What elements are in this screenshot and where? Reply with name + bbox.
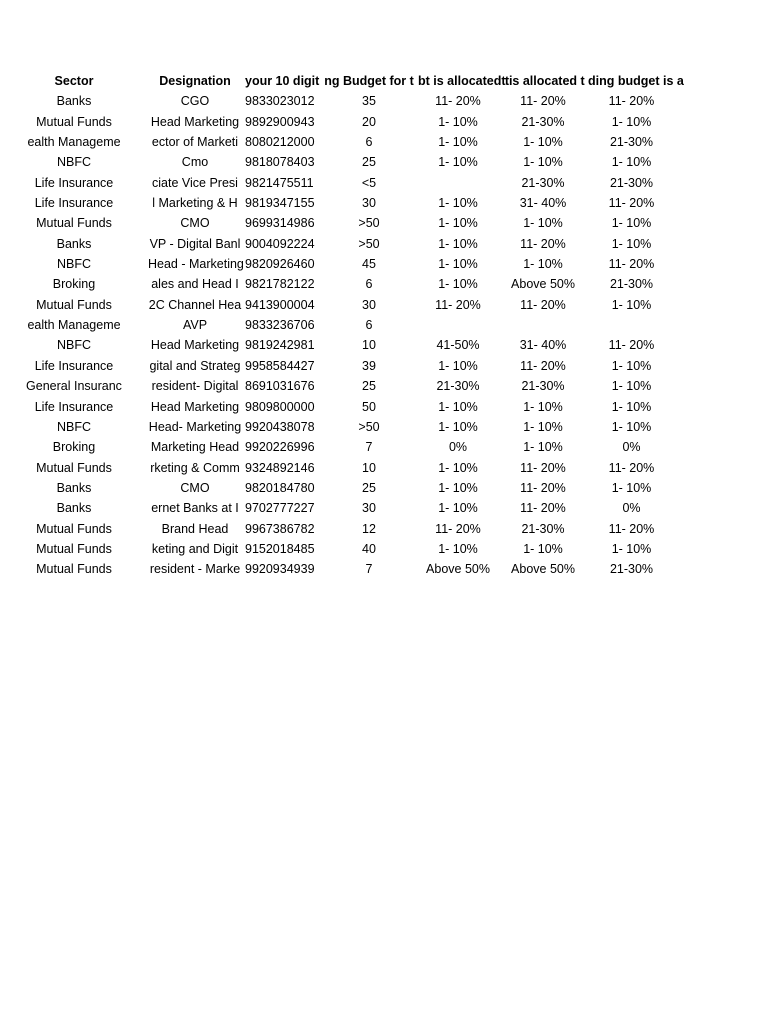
- phone-cell[interactable]: 9152018485: [245, 541, 315, 556]
- phone-cell[interactable]: 9892900943: [245, 114, 315, 129]
- allocated-cell-3[interactable]: 1- 10%: [611, 155, 652, 170]
- table-row: [0, 274, 768, 294]
- budget-cell[interactable]: 30: [362, 501, 376, 516]
- allocated-cell-1[interactable]: 11- 20%: [435, 94, 481, 109]
- table-row: [0, 213, 768, 233]
- phone-cell[interactable]: 9699314986: [245, 216, 315, 231]
- budget-cell[interactable]: >50: [358, 419, 380, 434]
- allocated-cell-2[interactable]: Above 50%: [511, 562, 575, 577]
- allocated-cell-3[interactable]: 21-30%: [609, 277, 654, 292]
- designation-cell[interactable]: VP - Digital Banl: [149, 236, 241, 251]
- header-allocated-2[interactable]: t is allocated t: [501, 74, 585, 88]
- allocated-cell-1[interactable]: 1- 10%: [438, 480, 478, 495]
- allocated-cell-3[interactable]: 11- 20%: [608, 460, 655, 475]
- allocated-cell-2[interactable]: 31- 40%: [519, 196, 567, 211]
- sector-cell[interactable]: Banks: [56, 94, 92, 109]
- header-budget[interactable]: ng Budget for t: [324, 74, 414, 88]
- allocated-cell-1[interactable]: 1- 10%: [438, 501, 478, 516]
- allocated-cell-1[interactable]: 21-30%: [436, 379, 480, 394]
- sector-cell[interactable]: Mutual Funds: [36, 521, 112, 536]
- budget-cell[interactable]: 20: [362, 114, 376, 129]
- allocated-cell-1[interactable]: 1- 10%: [438, 541, 478, 556]
- allocated-cell-1[interactable]: 1- 10%: [438, 277, 478, 292]
- budget-cell[interactable]: 45: [362, 257, 376, 272]
- budget-cell[interactable]: 40: [362, 541, 376, 556]
- budget-cell[interactable]: 10: [362, 460, 376, 475]
- budget-cell[interactable]: 30: [362, 297, 376, 312]
- budget-cell[interactable]: <5: [361, 175, 377, 190]
- budget-cell[interactable]: 50: [362, 399, 376, 414]
- budget-cell[interactable]: 35: [362, 94, 376, 109]
- phone-cell[interactable]: 8691031676: [245, 379, 315, 394]
- allocated-cell-3[interactable]: 21-30%: [609, 135, 654, 150]
- sector-cell[interactable]: NBFC: [56, 419, 92, 434]
- phone-cell[interactable]: 9819347155: [245, 196, 315, 211]
- allocated-cell-2[interactable]: 1- 10%: [523, 155, 563, 170]
- table-row: [0, 458, 768, 478]
- budget-cell[interactable]: 6: [365, 277, 373, 292]
- allocated-cell-2[interactable]: 31- 40%: [519, 338, 567, 353]
- allocated-cell-2[interactable]: 1- 10%: [523, 135, 563, 150]
- table-row: [0, 295, 768, 315]
- table-row: [0, 91, 768, 111]
- allocated-cell-1[interactable]: 1- 10%: [438, 399, 478, 414]
- budget-cell[interactable]: 30: [362, 196, 376, 211]
- allocated-cell-2[interactable]: 11- 20%: [520, 480, 566, 495]
- allocated-cell-2[interactable]: 1- 10%: [523, 419, 563, 434]
- allocated-cell-3[interactable]: [588, 315, 675, 335]
- allocated-cell-2[interactable]: 1- 10%: [523, 440, 563, 455]
- allocated-cell-2[interactable]: 11- 20%: [520, 501, 566, 516]
- designation-cell[interactable]: keting and Digit: [151, 541, 239, 556]
- table-row: [0, 234, 768, 254]
- allocated-cell-3[interactable]: 0%: [622, 440, 641, 455]
- allocated-cell-3[interactable]: 11- 20%: [608, 338, 655, 353]
- allocated-cell-3[interactable]: 21-30%: [609, 562, 654, 577]
- designation-cell[interactable]: 2C Channel Hea: [148, 297, 242, 312]
- designation-cell[interactable]: Marketing Head: [150, 440, 240, 455]
- sector-cell[interactable]: Life Insurance: [34, 399, 114, 414]
- table-row: [0, 539, 768, 559]
- sector-cell[interactable]: Banks: [56, 236, 92, 251]
- allocated-cell-2[interactable]: 21-30%: [521, 114, 565, 129]
- sector-cell[interactable]: Mutual Funds: [36, 114, 112, 129]
- table-row: [0, 193, 768, 213]
- budget-cell[interactable]: 6: [365, 135, 373, 150]
- sector-cell[interactable]: Mutual Funds: [36, 460, 112, 475]
- header-allocated-1[interactable]: bt is allocated t: [418, 74, 509, 88]
- sector-cell[interactable]: Mutual Funds: [36, 216, 112, 231]
- allocated-cell-1[interactable]: 1- 10%: [438, 257, 478, 272]
- table-row: [0, 478, 768, 498]
- designation-cell[interactable]: ector of Marketi: [151, 135, 239, 150]
- designation-cell[interactable]: Brand Head: [161, 521, 229, 536]
- table-row: [0, 519, 768, 539]
- table-row: [0, 152, 768, 172]
- designation-cell[interactable]: gital and Strateg: [149, 358, 241, 373]
- designation-cell[interactable]: resident- Digital: [151, 379, 239, 394]
- designation-cell[interactable]: Head- Marketing: [148, 419, 242, 434]
- designation-cell[interactable]: CGO: [180, 94, 210, 109]
- phone-cell[interactable]: 9324892146: [245, 460, 315, 475]
- budget-cell[interactable]: >50: [358, 236, 380, 251]
- designation-cell[interactable]: ales and Head I: [151, 277, 239, 292]
- phone-cell[interactable]: 9967386782: [245, 521, 315, 536]
- allocated-cell-1[interactable]: 1- 10%: [438, 155, 478, 170]
- sector-cell[interactable]: Broking: [52, 440, 96, 455]
- sector-cell[interactable]: NBFC: [56, 155, 92, 170]
- allocated-cell-1[interactable]: [418, 315, 498, 335]
- allocated-cell-2[interactable]: Above 50%: [511, 277, 575, 292]
- budget-cell[interactable]: 7: [365, 440, 373, 455]
- budget-cell[interactable]: >50: [358, 216, 380, 231]
- allocated-cell-3[interactable]: 1- 10%: [611, 379, 652, 394]
- phone-cell[interactable]: 9958584427: [245, 358, 315, 373]
- allocated-cell-1[interactable]: 1- 10%: [438, 419, 478, 434]
- phone-cell[interactable]: 9818078403: [245, 155, 315, 170]
- designation-cell[interactable]: rketing & Comm: [150, 460, 240, 475]
- allocated-cell-1[interactable]: 1- 10%: [438, 460, 478, 475]
- table-row: [0, 173, 768, 193]
- sector-cell[interactable]: Mutual Funds: [36, 541, 112, 556]
- designation-cell[interactable]: AVP: [182, 318, 208, 333]
- sector-cell[interactable]: Banks: [56, 480, 92, 495]
- allocated-cell-1[interactable]: 1- 10%: [438, 114, 478, 129]
- header-row: [0, 71, 768, 91]
- budget-cell[interactable]: 6: [365, 318, 373, 333]
- allocated-cell-3[interactable]: 1- 10%: [611, 358, 652, 373]
- table-row: [0, 315, 768, 335]
- allocated-cell-2[interactable]: 1- 10%: [523, 399, 563, 414]
- phone-cell[interactable]: 8080212000: [245, 135, 315, 150]
- allocated-cell-1[interactable]: 1- 10%: [438, 196, 478, 211]
- allocated-cell-3[interactable]: 1- 10%: [611, 297, 652, 312]
- designation-cell[interactable]: Head Marketing: [150, 338, 240, 353]
- allocated-cell-3[interactable]: 1- 10%: [611, 236, 652, 251]
- allocated-cell-1[interactable]: Above 50%: [426, 562, 490, 577]
- sector-cell[interactable]: Mutual Funds: [36, 562, 112, 577]
- header-sector[interactable]: Sector: [54, 74, 94, 88]
- spreadsheet-table: [0, 71, 768, 580]
- allocated-cell-1[interactable]: 0%: [448, 440, 468, 455]
- table-row: [0, 356, 768, 376]
- budget-cell[interactable]: 12: [362, 521, 376, 536]
- budget-cell[interactable]: 7: [365, 562, 373, 577]
- designation-cell[interactable]: resident - Marke: [149, 562, 241, 577]
- phone-cell[interactable]: 9833023012: [245, 94, 315, 109]
- budget-cell[interactable]: 10: [362, 338, 376, 353]
- phone-cell[interactable]: 9004092224: [245, 236, 315, 251]
- phone-cell[interactable]: 9920438078: [245, 419, 315, 434]
- budget-cell[interactable]: 25: [362, 379, 376, 394]
- table-row: [0, 498, 768, 518]
- allocated-cell-2[interactable]: [498, 315, 588, 335]
- allocated-cell-2[interactable]: 21-30%: [521, 521, 565, 536]
- phone-cell[interactable]: 9821782122: [245, 277, 315, 292]
- allocated-cell-2[interactable]: 11- 20%: [520, 358, 566, 373]
- allocated-cell-3[interactable]: 1- 10%: [611, 399, 652, 414]
- header-designation[interactable]: Designation: [159, 74, 231, 88]
- allocated-cell-1[interactable]: 41-50%: [436, 338, 480, 353]
- designation-cell[interactable]: ernet Banks at I: [151, 501, 239, 516]
- budget-cell[interactable]: 25: [362, 480, 376, 495]
- budget-cell[interactable]: 39: [362, 358, 376, 373]
- allocated-cell-3[interactable]: 11- 20%: [608, 521, 655, 536]
- allocated-cell-3[interactable]: 11- 20%: [608, 94, 655, 109]
- allocated-cell-3[interactable]: 1- 10%: [611, 541, 652, 556]
- designation-cell[interactable]: Head Marketing: [150, 114, 240, 129]
- table-row: [0, 254, 768, 274]
- allocated-cell-3[interactable]: 21-30%: [609, 175, 654, 190]
- table-body: [0, 91, 768, 579]
- phone-cell[interactable]: 9821475511: [245, 175, 314, 190]
- table-row: [0, 417, 768, 437]
- sector-cell[interactable]: NBFC: [56, 257, 92, 272]
- phone-cell[interactable]: 9819242981: [245, 338, 315, 353]
- allocated-cell-1[interactable]: 1- 10%: [438, 216, 478, 231]
- allocated-cell-2[interactable]: 1- 10%: [523, 541, 563, 556]
- allocated-cell-1[interactable]: 11- 20%: [435, 297, 481, 312]
- designation-cell[interactable]: Cmo: [181, 155, 209, 170]
- allocated-cell-2[interactable]: 21-30%: [521, 175, 565, 190]
- allocated-cell-2[interactable]: 11- 20%: [520, 236, 566, 251]
- allocated-cell-2[interactable]: 1- 10%: [523, 257, 563, 272]
- table-row: [0, 559, 768, 579]
- designation-cell[interactable]: ciate Vice Presi: [152, 175, 238, 190]
- allocated-cell-1[interactable]: 11- 20%: [435, 521, 481, 536]
- sector-cell[interactable]: Mutual Funds: [36, 297, 112, 312]
- designation-cell[interactable]: l Marketing & H: [152, 196, 238, 211]
- allocated-cell-2[interactable]: 11- 20%: [520, 297, 566, 312]
- allocated-cell-3[interactable]: 1- 10%: [611, 216, 652, 231]
- sector-cell[interactable]: General Insuranc: [26, 379, 122, 394]
- allocated-cell-3[interactable]: 1- 10%: [611, 419, 652, 434]
- allocated-cell-1[interactable]: 1- 10%: [438, 135, 478, 150]
- phone-cell[interactable]: 9820184780: [245, 480, 315, 495]
- sector-cell[interactable]: ealth Manageme: [27, 135, 121, 150]
- allocated-cell-1[interactable]: 1- 10%: [438, 358, 478, 373]
- table-row: [0, 132, 768, 152]
- phone-cell[interactable]: 9702777227: [245, 501, 315, 516]
- allocated-cell-3[interactable]: 0%: [622, 501, 641, 516]
- sector-cell[interactable]: NBFC: [56, 338, 92, 353]
- phone-cell[interactable]: 9833236706: [245, 318, 315, 333]
- phone-cell[interactable]: 9820926460: [245, 257, 315, 272]
- sector-cell[interactable]: ealth Manageme: [27, 318, 121, 333]
- table-row: [0, 437, 768, 457]
- phone-cell[interactable]: 9809800000: [245, 399, 315, 414]
- phone-cell[interactable]: 9920226996: [245, 440, 315, 455]
- allocated-cell-2[interactable]: 21-30%: [521, 379, 565, 394]
- header-allocated-3[interactable]: ding budget is a: [588, 74, 684, 88]
- sector-cell[interactable]: Broking: [52, 277, 96, 292]
- sector-cell[interactable]: Life Insurance: [34, 196, 114, 211]
- header-phone[interactable]: your 10 digit: [245, 74, 320, 88]
- budget-cell[interactable]: 25: [362, 155, 376, 170]
- allocated-cell-3[interactable]: 11- 20%: [608, 257, 655, 272]
- allocated-cell-2[interactable]: 1- 10%: [523, 216, 563, 231]
- sector-cell[interactable]: Banks: [56, 501, 92, 516]
- allocated-cell-1[interactable]: [418, 173, 498, 193]
- sector-cell[interactable]: Life Insurance: [34, 358, 114, 373]
- allocated-cell-1[interactable]: 1- 10%: [438, 236, 478, 251]
- table-row: [0, 335, 768, 355]
- designation-cell[interactable]: Head - Marketing: [148, 257, 244, 272]
- allocated-cell-3[interactable]: 1- 10%: [611, 480, 652, 495]
- phone-cell[interactable]: 9413900004: [245, 297, 315, 312]
- allocated-cell-2[interactable]: 11- 20%: [520, 460, 566, 475]
- designation-cell[interactable]: CMO: [180, 480, 210, 495]
- phone-cell[interactable]: 9920934939: [245, 562, 315, 577]
- allocated-cell-2[interactable]: 11- 20%: [520, 94, 566, 109]
- sector-cell[interactable]: Life Insurance: [34, 175, 114, 190]
- allocated-cell-3[interactable]: 11- 20%: [608, 196, 655, 211]
- table-row: [0, 112, 768, 132]
- table-row: [0, 376, 768, 396]
- allocated-cell-3[interactable]: 1- 10%: [611, 114, 652, 129]
- designation-cell[interactable]: Head Marketing: [150, 399, 240, 414]
- table-row: [0, 397, 768, 417]
- designation-cell[interactable]: CMO: [180, 216, 210, 231]
